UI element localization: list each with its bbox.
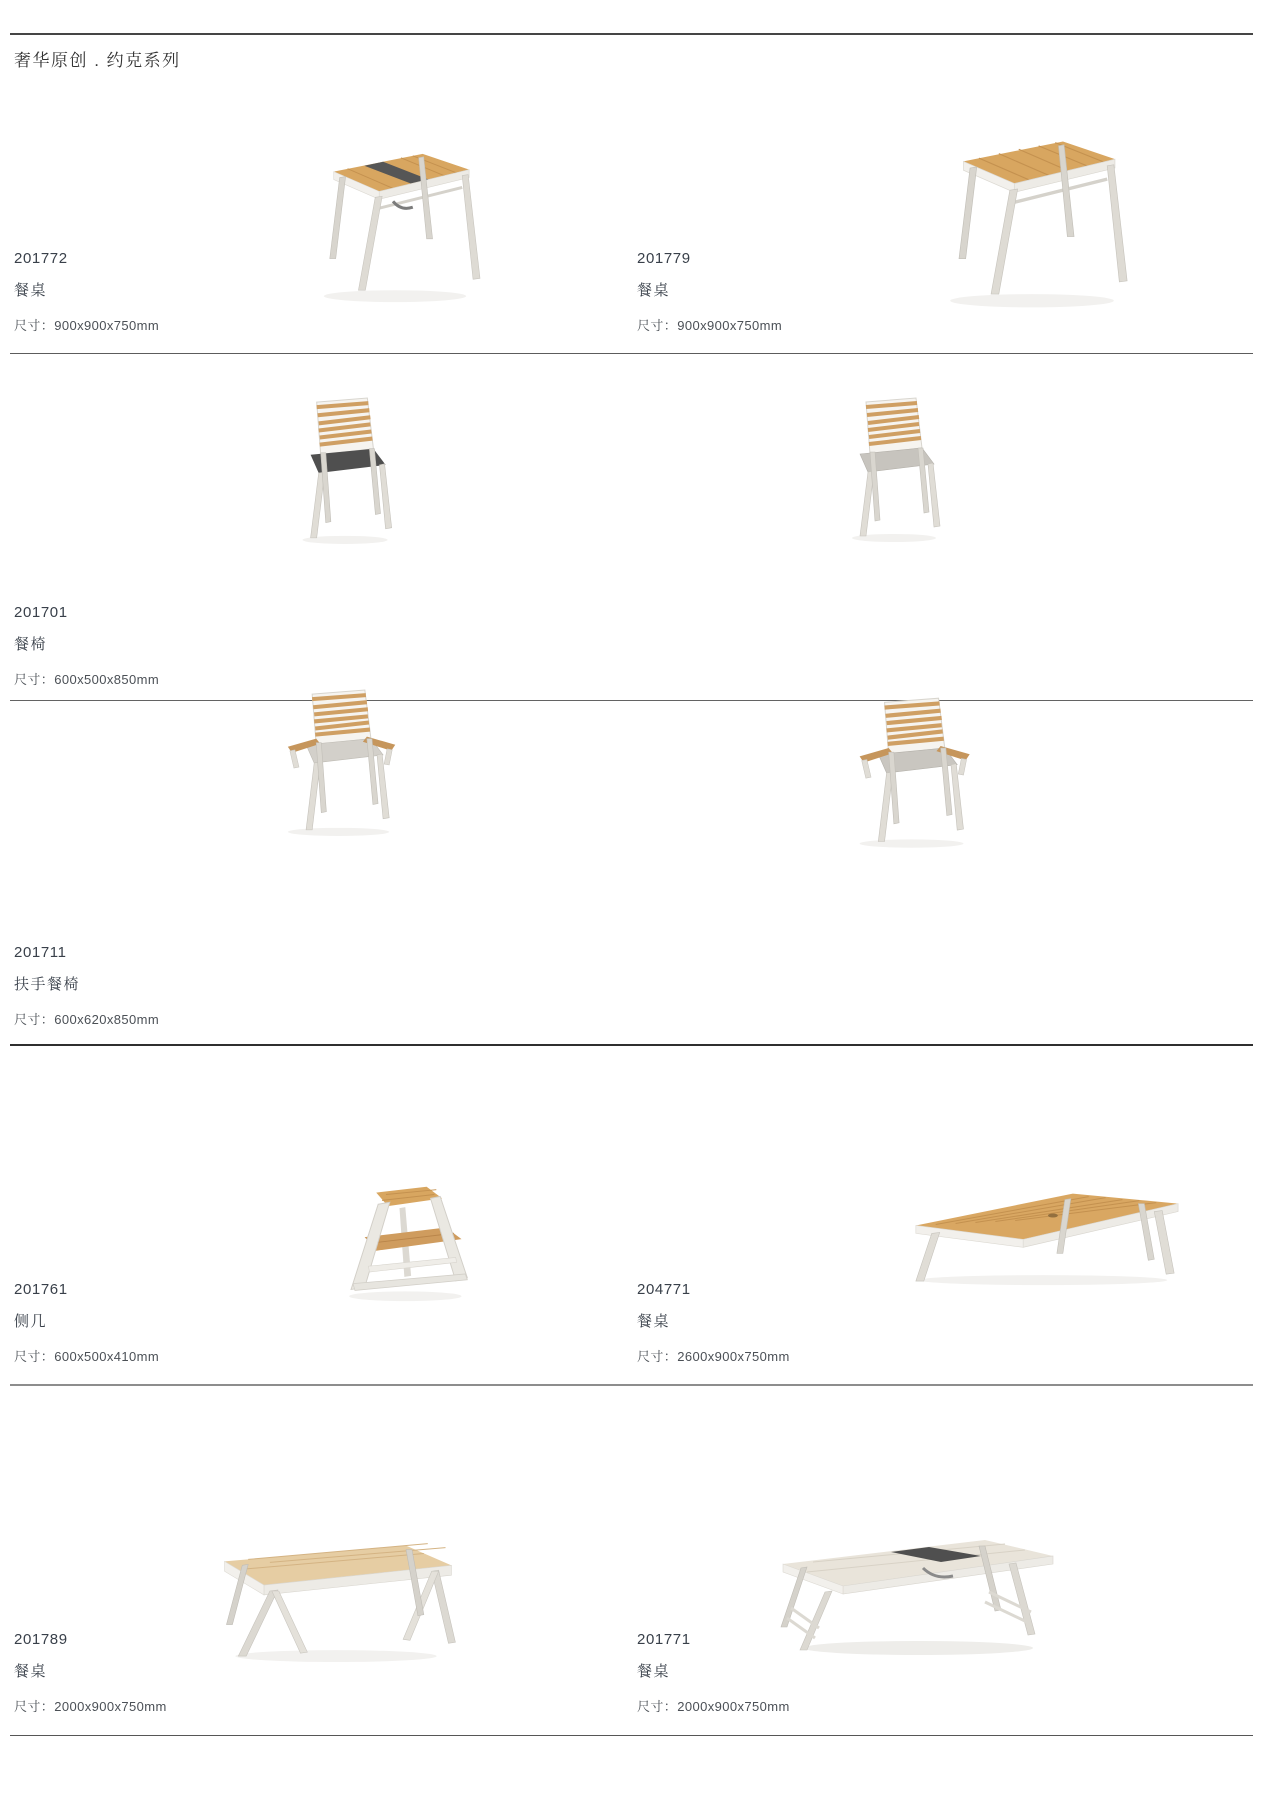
divider-row2 xyxy=(10,700,1253,701)
product-image-204771 xyxy=(894,1152,1192,1290)
product-code: 201761 xyxy=(14,1281,68,1298)
divider-bottom xyxy=(10,1735,1253,1736)
product-image-201701-right xyxy=(835,396,947,546)
product-size: 尺寸：600x500x850mm xyxy=(14,672,160,687)
product-image-201772 xyxy=(295,140,495,308)
product-size: 尺寸：2600x900x750mm xyxy=(637,1349,790,1364)
product-info-201761 xyxy=(14,1281,159,1365)
product-name: 餐桌 xyxy=(637,282,671,299)
product-size: 尺寸：900x900x750mm xyxy=(637,318,783,333)
square-dining-table-dark-inlay-illustration xyxy=(295,140,495,308)
product-image-201711-right xyxy=(843,696,978,852)
product-info-201789 xyxy=(14,1631,167,1715)
product-info-201711 xyxy=(14,944,159,1028)
product-name: 扶手餐椅 xyxy=(14,976,81,993)
product-info-204771 xyxy=(637,1281,790,1365)
product-name: 餐桌 xyxy=(637,1663,671,1680)
product-code: 201779 xyxy=(637,250,691,267)
rect-dining-table-illustration xyxy=(212,1516,460,1664)
product-code: 204771 xyxy=(637,1281,691,1298)
product-size: 尺寸：2000x900x750mm xyxy=(14,1699,167,1714)
dining-armchair-gray-seat-illustration xyxy=(843,696,978,852)
product-info-201701 xyxy=(14,604,159,688)
dining-side-chair-illustration xyxy=(283,396,401,548)
divider-row3 xyxy=(10,1044,1253,1046)
product-code: 201772 xyxy=(14,250,68,267)
product-info-201772 xyxy=(14,250,159,334)
rect-dining-table-dark-inlay-illustration xyxy=(773,1512,1063,1657)
dining-side-chair-gray-seat-illustration xyxy=(835,396,947,546)
product-name: 餐桌 xyxy=(14,282,48,299)
divider-row4 xyxy=(10,1384,1253,1386)
product-code: 201711 xyxy=(14,944,67,961)
product-image-201779 xyxy=(912,126,1152,314)
product-image-201761 xyxy=(322,1178,477,1306)
divider-row1 xyxy=(10,353,1253,354)
long-dining-table-illustration xyxy=(894,1152,1192,1290)
product-name: 餐椅 xyxy=(14,636,48,653)
product-image-201701-left xyxy=(283,396,401,548)
product-code: 201701 xyxy=(14,604,68,621)
square-dining-table-teak-illustration xyxy=(912,126,1152,314)
product-name: 餐桌 xyxy=(637,1313,671,1330)
dining-armchair-illustration xyxy=(270,688,405,840)
product-info-201779 xyxy=(637,250,782,334)
product-code: 201789 xyxy=(14,1631,68,1648)
product-image-201789 xyxy=(212,1516,460,1664)
side-table-illustration xyxy=(322,1178,477,1306)
product-size: 尺寸：600x500x410mm xyxy=(14,1349,160,1364)
product-size: 尺寸：900x900x750mm xyxy=(14,318,160,333)
page-title: 奢华原创 . 约克系列 xyxy=(14,51,181,70)
product-size: 尺寸：2000x900x750mm xyxy=(637,1699,790,1714)
product-name: 侧几 xyxy=(14,1313,48,1330)
product-code: 201771 xyxy=(637,1631,691,1648)
divider-top xyxy=(10,33,1253,35)
product-info-201771 xyxy=(637,1631,790,1715)
product-size: 尺寸：600x620x850mm xyxy=(14,1012,160,1027)
product-image-201711-left xyxy=(270,688,405,840)
product-image-201771 xyxy=(773,1512,1063,1657)
product-name: 餐桌 xyxy=(14,1663,48,1680)
